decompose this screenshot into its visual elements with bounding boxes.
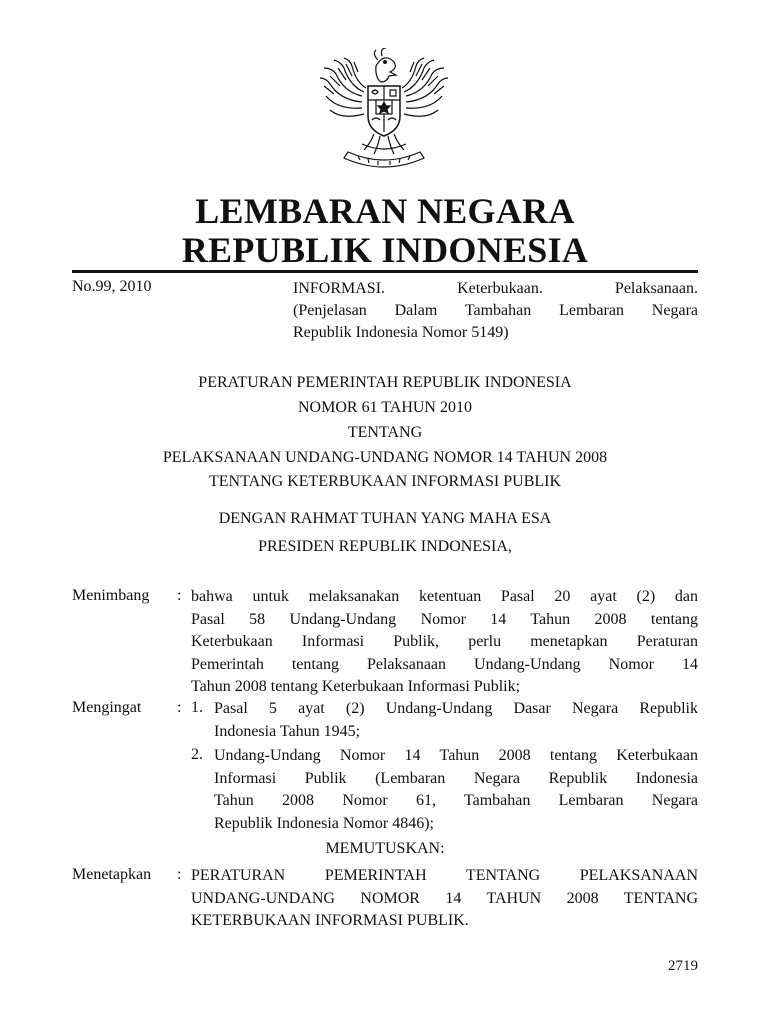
item-number: 2. <box>191 746 203 763</box>
menetapkan-text <box>191 865 698 933</box>
title-line: PERATURAN PEMERINTAH REPUBLIK INDONESIA <box>198 374 572 391</box>
preamble-line: DENGAN RAHMAT TUHAN YANG MAHA ESA <box>218 510 552 527</box>
text-line: Pasal 5 ayat (2) Undang-Undang Dasar Negara Republik <box>214 700 698 717</box>
page-number: 2719 <box>668 958 698 974</box>
text-line: UNDANG-UNDANG NOMOR 14 TAHUN 2008 TENTANG <box>191 889 698 907</box>
title-line: TENTANG KETERBUKAAN INFORMASI PUBLIK <box>208 473 562 490</box>
mengingat-colon: : <box>177 699 182 716</box>
garuda-emblem-icon <box>318 48 450 174</box>
text-line: Tahun 2008 tentang Keterbukaan Informasi Publik; <box>191 678 521 695</box>
masthead-title-line2: REPUBLIK INDONESIA <box>181 230 589 270</box>
subject-line: Republik Indonesia Nomor 5149) <box>293 324 509 341</box>
memutuskan-heading: MEMUTUSKAN: <box>325 840 445 857</box>
title-line: PELAKSANAAN UNDANG-UNDANG NOMOR 14 TAHUN 2008 <box>162 449 608 466</box>
mengingat-label: Mengingat <box>72 699 142 716</box>
text-line: Undang-Undang Nomor 14 Tahun 2008 tentang Keterbukaan <box>214 747 698 764</box>
text-line: bahwa untuk melaksanakan ketentuan Pasal 20 ayat (2) dan <box>191 588 698 605</box>
menetapkan-colon: : <box>177 866 182 883</box>
title-line: NOMOR 61 TAHUN 2010 <box>298 399 472 416</box>
subject-line: (Penjelasan Dalam Tambahan Lembaran Negara <box>293 302 698 319</box>
masthead-title-line1: LEMBARAN NEGARA <box>195 191 575 231</box>
text-line: Republik Indonesia Nomor 4846); <box>214 814 434 832</box>
menetapkan-label: Menetapkan <box>72 866 152 883</box>
text-line: Indonesia Tahun 1945; <box>214 722 361 740</box>
preamble-line: PRESIDEN REPUBLIK INDONESIA, <box>258 538 512 555</box>
menimbang-text <box>191 586 698 699</box>
text-line: Tahun 2008 Nomor 61, Tambahan Lembaran Negara <box>214 792 698 809</box>
gazette-subject <box>293 278 698 344</box>
header-divider <box>72 270 698 273</box>
title-line: TENTANG <box>347 424 423 441</box>
subject-line: INFORMASI. Keterbukaan. Pelaksanaan. <box>293 280 698 297</box>
mengingat-item-1 <box>214 698 698 743</box>
item-number: 1. <box>191 699 203 716</box>
menimbang-colon: : <box>177 587 182 604</box>
gazette-number: No.99, 2010 <box>72 278 152 295</box>
text-line: Pasal 58 Undang-Undang Nomor 14 Tahun 2008 tentang <box>191 610 698 628</box>
text-line: Informasi Publik (Lembaran Negara Republik Indonesia <box>214 769 698 787</box>
text-line: Pemerintah tentang Pelaksanaan Undang-Undang Nomor 14 <box>191 655 698 673</box>
mengingat-item-2 <box>214 745 698 835</box>
text-line: KETERBUKAAN INFORMASI PUBLIK. <box>191 912 469 929</box>
menimbang-label: Menimbang <box>72 587 150 604</box>
text-line: PERATURAN PEMERINTAH TENTANG PELAKSANAAN <box>191 867 698 884</box>
text-line: Keterbukaan Informasi Publik, perlu menetapkan Peraturan <box>191 633 698 650</box>
